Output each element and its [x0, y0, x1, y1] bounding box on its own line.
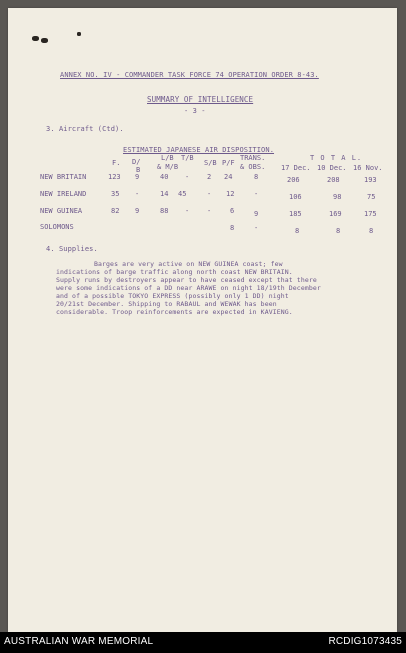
cell-lb: 40 — [160, 173, 169, 181]
cell-db: 9 — [135, 173, 140, 181]
section-4-line: Barges are very active on NEW GUINEA coast; few — [94, 260, 283, 268]
col-header-dec17: 17 Dec. — [281, 164, 311, 172]
cell-sb: - — [207, 190, 212, 198]
col-header-trans-top: TRANS. — [240, 154, 266, 162]
punch-hole-icon — [77, 32, 81, 36]
cell-nov16: 175 — [364, 210, 377, 218]
col-header-lb-bottom: & M/B — [157, 163, 179, 171]
cell-tb: - — [185, 207, 190, 215]
row-area: SOLOMONS — [40, 223, 74, 231]
col-header-f: F. — [112, 159, 121, 167]
section-4-line: indications of barge traffic along north coast NEW BRITAIN. — [56, 268, 293, 276]
cell-f: 35 — [111, 190, 120, 198]
cell-trans: - — [254, 224, 259, 232]
document-page — [8, 8, 397, 632]
cell-pf: 8 — [230, 224, 235, 232]
section-4-line: and of a possible TOKYO EXPRESS (possibly only 1 DD) night — [56, 292, 289, 300]
row-area: NEW GUINEA — [40, 207, 83, 215]
table-title: ESTIMATED JAPANESE AIR DISPOSITION. — [123, 146, 275, 154]
punch-hole-icon — [32, 36, 39, 41]
section-4-line: Supply runs by destroyers appear to have ceased except that there — [56, 276, 317, 284]
section-4-line: considerable. Troop reinforcements are expected in KAVIENG. — [56, 308, 293, 316]
cell-dec10: 8 — [336, 227, 341, 235]
col-header-sb: S/B — [204, 159, 217, 167]
punch-hole-icon — [41, 38, 48, 43]
cell-lb: 14 — [160, 190, 169, 198]
section-4-label: 4. Supplies. — [46, 245, 98, 253]
cell-tb: 45 — [178, 190, 187, 198]
cell-pf: 6 — [230, 207, 235, 215]
col-header-pf: P/F — [222, 159, 235, 167]
cell-trans: - — [254, 190, 259, 198]
cell-sb: 2 — [207, 173, 212, 181]
cell-trans: 8 — [254, 173, 259, 181]
cell-dec17: 8 — [295, 227, 300, 235]
col-header-tb-top: T/B — [181, 154, 194, 162]
cell-dec17: 106 — [289, 193, 302, 201]
summary-title: SUMMARY OF INTELLIGENCE — [147, 95, 254, 104]
cell-dec10: 208 — [327, 176, 340, 184]
cell-f: 123 — [108, 173, 121, 181]
cell-nov16: 8 — [369, 227, 374, 235]
footer-record-id: RCDIG1073435 — [328, 636, 402, 647]
footer-bar — [0, 632, 406, 653]
col-header-lb-top: L/B — [161, 154, 174, 162]
cell-dec10: 169 — [329, 210, 342, 218]
cell-lb: 88 — [160, 207, 169, 215]
cell-dec17: 206 — [287, 176, 300, 184]
cell-nov16: 75 — [367, 193, 376, 201]
col-header-db-top: D/ — [132, 158, 141, 166]
annex-header: ANNEX NO. IV - COMMANDER TASK FORCE 74 OPERATION ORDER 8-43. — [60, 71, 319, 79]
cell-dec10: 98 — [333, 193, 342, 201]
cell-pf: 24 — [224, 173, 233, 181]
col-header-nov16: 16 Nov. — [353, 164, 383, 172]
footer-source: AUSTRALIAN WAR MEMORIAL — [4, 636, 154, 647]
cell-pf: 12 — [226, 190, 235, 198]
section-4-line: were some indications of a DD near ARAWE on night 18/19th December — [56, 284, 321, 292]
cell-db: 9 — [135, 207, 140, 215]
cell-f: 82 — [111, 207, 120, 215]
cell-db: - — [135, 190, 140, 198]
cell-sb: - — [207, 207, 212, 215]
cell-dec17: 185 — [289, 210, 302, 218]
cell-nov16: 193 — [364, 176, 377, 184]
col-header-trans-bottom: & OBS. — [240, 163, 266, 171]
section-3-label: 3. Aircraft (Ctd). — [46, 125, 124, 133]
row-area: NEW BRITAIN — [40, 173, 87, 181]
col-header-db-bottom: B — [136, 166, 141, 174]
cell-trans: 9 — [254, 210, 259, 218]
col-header-totals: T O T A L. — [310, 154, 363, 162]
section-4-line: 20/21st December. Shipping to RABAUL and WEWAK has been — [56, 300, 277, 308]
cell-tb: - — [185, 173, 190, 181]
col-header-dec10: 10 Dec. — [317, 164, 347, 172]
page-number: - 3 - — [184, 107, 206, 115]
row-area: NEW IRELAND — [40, 190, 87, 198]
